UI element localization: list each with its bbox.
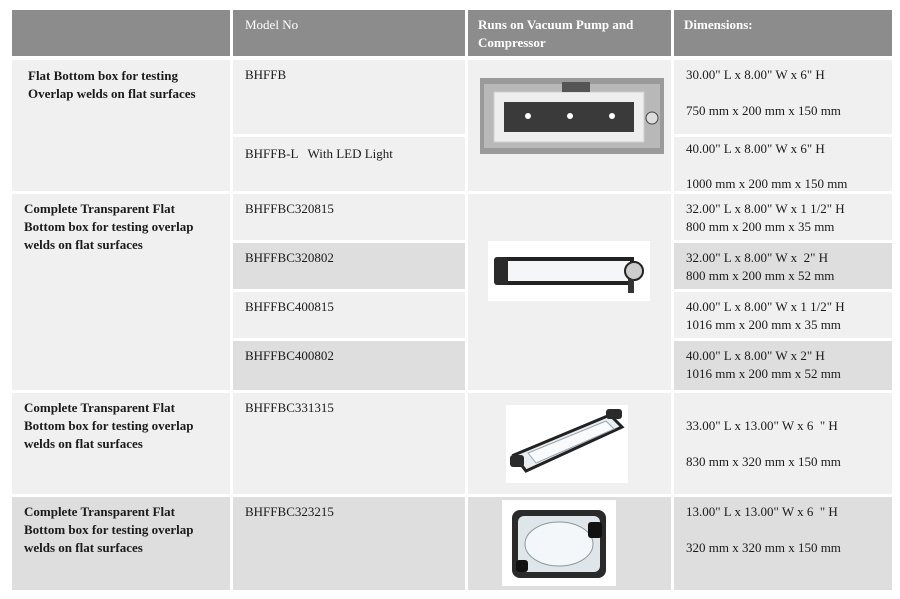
dimension-cell	[674, 497, 892, 590]
dimension-cell	[674, 243, 892, 289]
dimension-metric: 320 mm x 320 mm x 150 mm	[686, 540, 841, 555]
dimension-imperial: 40.00" L x 8.00" W x 2" H	[686, 348, 825, 363]
product-image-cell	[468, 194, 671, 390]
dimension-imperial: 40.00" L x 8.00" W x 6" H	[686, 141, 825, 156]
dimension-metric: 800 mm x 200 mm x 52 mm	[686, 268, 835, 283]
model-cell: BHFFB-L With LED Light	[233, 137, 465, 191]
transparent-square-dome-box-photo	[502, 500, 616, 586]
dimension-cell	[674, 137, 892, 191]
model-cell: BHFFBC400802	[233, 341, 465, 390]
product-image-cell	[468, 60, 671, 191]
dimension-metric: 800 mm x 200 mm x 35 mm	[686, 219, 835, 234]
model-cell: BHFFBC320802	[233, 243, 465, 289]
dimension-cell	[674, 194, 892, 240]
dimension-cell	[674, 341, 892, 390]
dimension-imperial: 32.00" L x 8.00" W x 1 1/2" H	[686, 201, 845, 216]
dimension-metric: 1016 mm x 200 mm x 35 mm	[686, 317, 841, 332]
model-cell: BHFFBC331315	[233, 393, 465, 494]
product-image-cell	[468, 497, 671, 590]
dimension-metric: 830 mm x 320 mm x 150 mm	[686, 454, 841, 469]
flat-bottom-box-photo	[480, 78, 664, 154]
model-cell: BHFFBC323215	[233, 497, 465, 590]
header-dimensions: Dimensions:	[674, 10, 892, 56]
model-cell: BHFFBC320815	[233, 194, 465, 240]
dimension-imperial: 40.00" L x 8.00" W x 1 1/2" H	[686, 299, 845, 314]
transparent-long-box-photo	[488, 241, 650, 301]
dimension-metric: 750 mm x 200 mm x 150 mm	[686, 103, 841, 118]
product-image-cell	[468, 393, 671, 494]
header-runs-on-vacuum-pump: Runs on Vacuum Pump and Compressor	[468, 10, 671, 56]
dimension-cell	[674, 393, 892, 494]
model-cell: BHFFBC400815	[233, 292, 465, 338]
group-description: Complete Transparent Flat Bottom box for testing overlap welds on flat surfaces	[12, 497, 230, 590]
dimension-imperial: 32.00" L x 8.00" W x 2" H	[686, 250, 829, 265]
transparent-dome-box-photo	[506, 405, 628, 483]
header-blank-cell	[12, 10, 230, 56]
dimension-cell	[674, 292, 892, 338]
dimension-imperial: 30.00" L x 8.00" W x 6" H	[686, 67, 825, 82]
group-description: Complete Transparent Flat Bottom box for testing overlap welds on flat surfaces	[12, 393, 230, 494]
header-model-no: Model No	[233, 10, 465, 56]
model-cell: BHFFB	[233, 60, 465, 134]
dimension-cell	[674, 60, 892, 134]
dimension-imperial: 33.00" L x 13.00" W x 6 " H	[686, 418, 838, 433]
dimension-metric: 1000 mm x 200 mm x 150 mm	[686, 176, 848, 191]
group-description: Complete Transparent Flat Bottom box for testing overlap welds on flat surfaces	[12, 194, 230, 390]
group-description: Flat Bottom box for testing Overlap welds on flat surfaces	[12, 60, 230, 191]
dimension-metric: 1016 mm x 200 mm x 52 mm	[686, 366, 841, 381]
dimension-imperial: 13.00" L x 13.00" W x 6 " H	[686, 504, 838, 519]
